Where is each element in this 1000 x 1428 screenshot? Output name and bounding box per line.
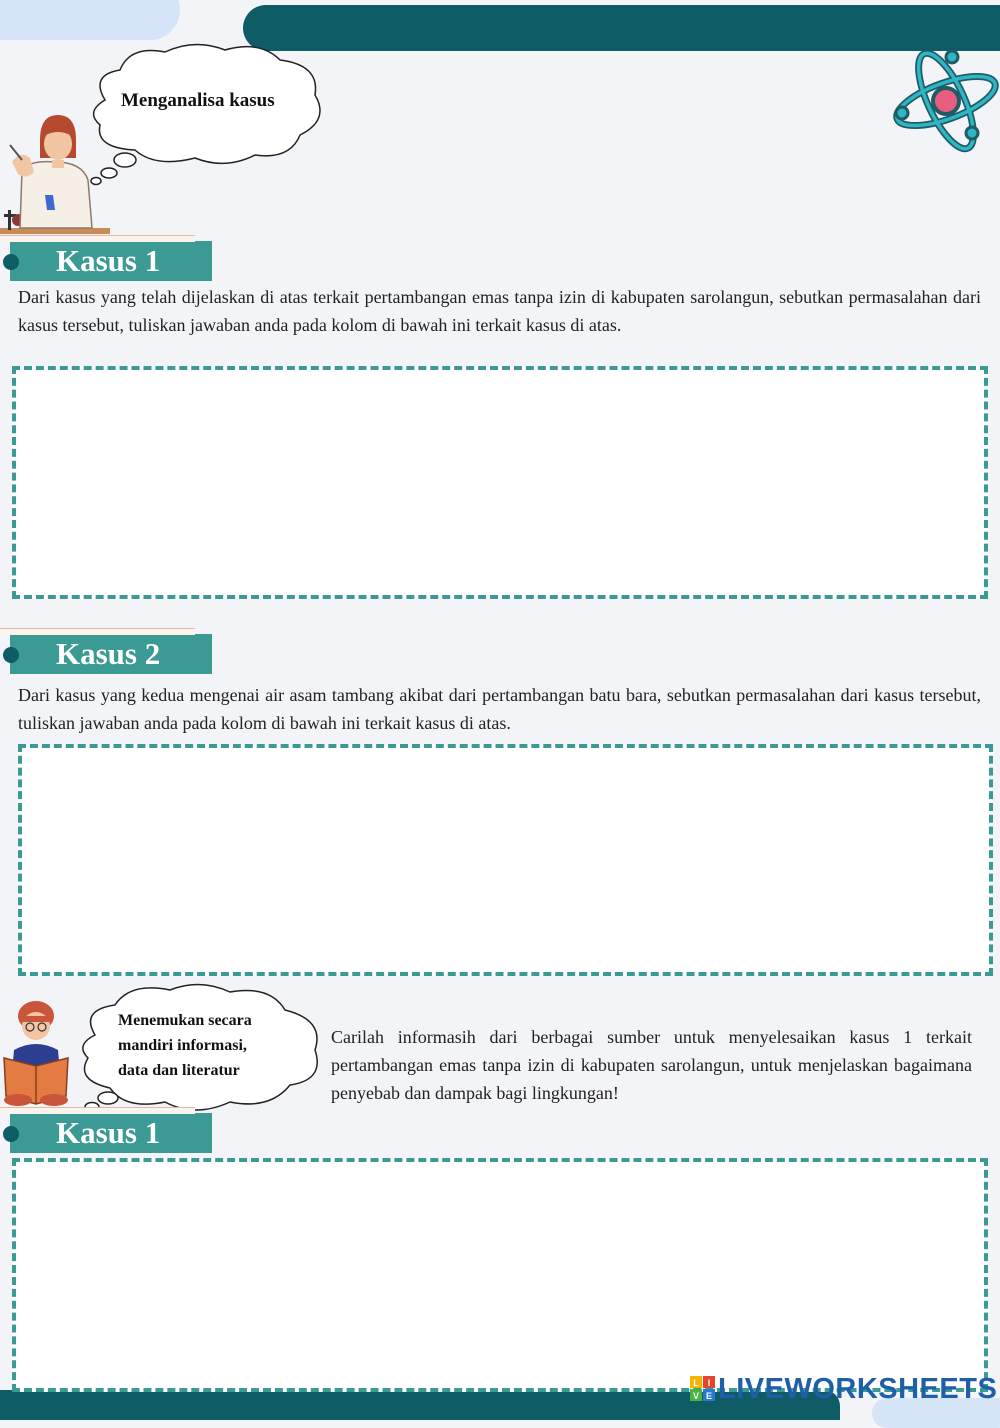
label-dot (3, 647, 19, 663)
liveworksheets-logo (690, 1373, 998, 1405)
logo-icon (690, 1376, 716, 1402)
atom-icon (890, 45, 1000, 157)
svg-text:I: I (707, 1378, 711, 1388)
bubble-text: Menganalisa kasus (121, 90, 275, 111)
top-left-decor (0, 0, 180, 40)
answer-box-kasus-1[interactable] (12, 366, 988, 599)
logo-text: LIVEWORKSHEETS (718, 1373, 998, 1405)
svg-text:E: E (705, 1391, 713, 1401)
bubble-text: Menemukan secara mandiri informasi, data dan literatur (118, 1012, 252, 1079)
instruction-text: Carilah informasih dari berbagai sumber untuk menyelesaikan kasus 1 terkait pertambangan emas tanpa izin di kabupaten sarolangun, untuk menjelaskan bagaimana penyebab dan dampak bagi lingkungan! (331, 1027, 972, 1103)
header-bar (243, 5, 1000, 51)
answer-box-research[interactable] (12, 1158, 988, 1392)
section-title: Kasus 1 (56, 243, 161, 278)
section-title: Kasus 1 (56, 1115, 161, 1150)
reading-girl-illustration (0, 1000, 80, 1110)
section-label-kasus-1 (10, 1113, 212, 1153)
question-text: Dari kasus yang kedua mengenai air asam tambang akibat dari pertambangan batu bara, sebutkan permasalahan dari kasus tersebut, tuliskan jawaban anda pada kolom di bawah ini terkait kasus di atas. (18, 685, 981, 733)
svg-text:V: V (692, 1391, 700, 1401)
section-label-kasus-1 (10, 241, 212, 281)
section-label-kasus-2 (10, 634, 212, 674)
svg-text:L: L (693, 1378, 699, 1388)
question-text: Dari kasus yang telah dijelaskan di atas terkait pertambangan emas tanpa izin di kabupaten sarolangun, sebutkan permasalahan dari kasus tersebut, tuliskan jawaban anda pada kolom di bawah ini terkait kasus di atas. (18, 287, 981, 335)
label-dot (3, 1126, 19, 1142)
section-title: Kasus 2 (56, 636, 161, 671)
thought-bubble (85, 40, 330, 190)
label-dot (3, 254, 19, 270)
answer-box-kasus-2[interactable] (18, 744, 993, 976)
